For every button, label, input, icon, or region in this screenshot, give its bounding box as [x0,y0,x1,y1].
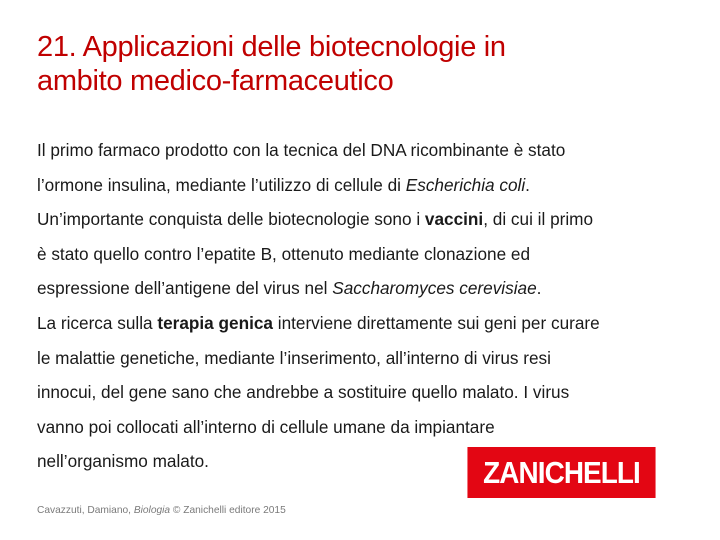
body-line-2-end: . [525,174,530,195]
body-line-6-end: interviene direttamente sui geni per curare [272,312,600,333]
title-line-1: 21. Applicazioni delle biotecnologie in [37,31,506,63]
body-line-5 [37,271,707,306]
body-line-5-end: . [536,278,542,299]
vaccini-term: vaccini [424,209,484,230]
body-line-9: vanno poi collocati all’interno di cellule umane da impiantare [37,416,495,437]
body-text [37,133,707,479]
zanichelli-logo: ZANICHELLI [467,447,655,498]
body-line-6-text: La ricerca sulla [37,312,158,333]
escherichia-coli-term: Escherichia coli [405,174,526,195]
body-line-10: nell’organismo malato. [37,451,209,472]
body-line-6 [37,306,707,341]
body-line-1: Il primo farmaco prodotto con la tecnica del DNA ricombinante è stato [37,140,566,160]
footer-authors: Cavazzuti, Damiano, [37,505,134,516]
body-line-8: innocui, del gene sano che andrebbe a sostituire quello malato. I virus [37,382,570,403]
body-line-3-text: Un’importante conquista delle biotecnologie sono i [37,209,425,230]
body-line-3-end: , di cui il primo [483,209,594,230]
body-line-4: è stato quello contro l’epatite B, ottenuto mediante clonazione ed [37,243,531,264]
body-line-2-text: l’ormone insulina, mediante l’utilizzo di cellule di [37,174,406,195]
slide-title [37,30,687,98]
body-line-7: le malattie genetiche, mediante l’inserimento, all’interno di virus resi [37,347,551,368]
footer-publisher: © Zanichelli editore 2015 [170,505,286,516]
saccharomyces-term: Saccharomyces cerevisiae [332,278,537,299]
terapia-genica-term: terapia genica [157,312,273,333]
footer-credit [37,505,286,516]
body-line-5-text: espressione dell’antigene del virus nel [37,278,333,299]
body-line-2 [37,168,707,203]
footer-book-title: Biologia [133,505,171,516]
title-line-2: ambito medico-farmaceutico [37,65,394,97]
body-line-3 [37,202,707,237]
